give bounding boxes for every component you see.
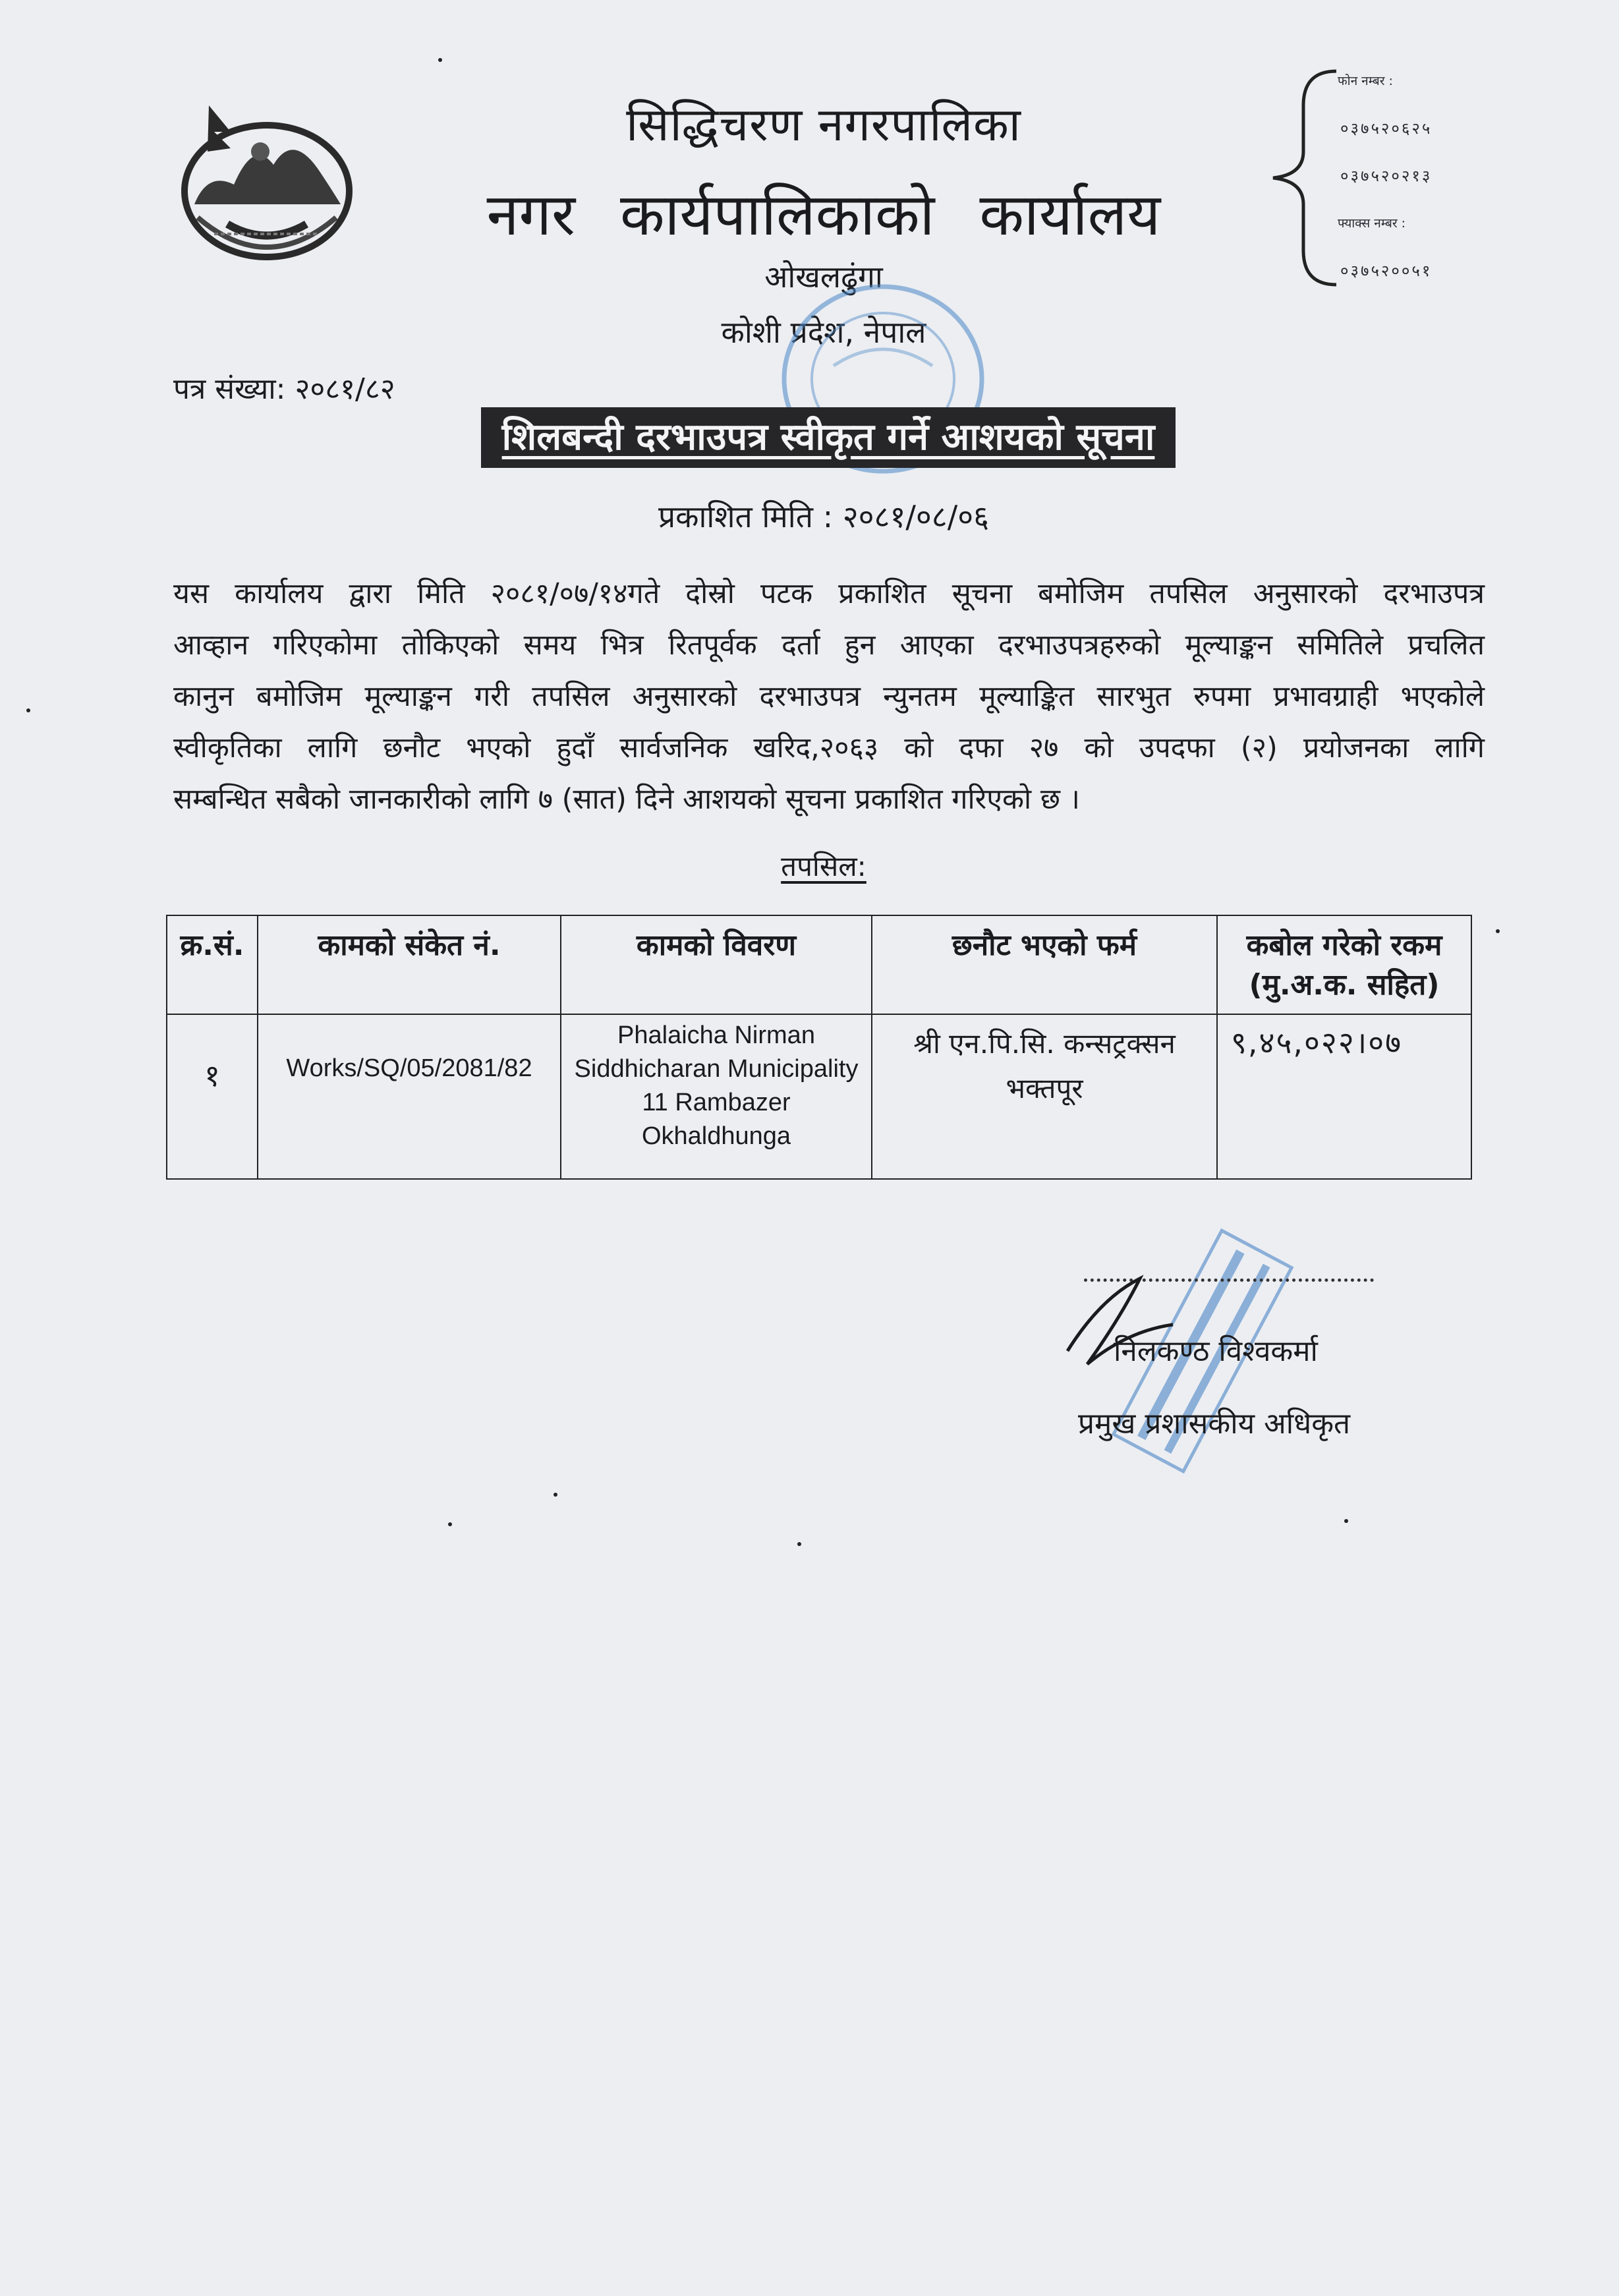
signer-name: निलकण्ठ विश्वकर्मा [1114,1335,1318,1368]
body-line: यस कार्यालय द्वारा मिति २०८१/०७/१४गते दोस्रो पटक प्रकाशित सूचना बमोजिम तपसिल अनुसारको दरभाउपत्र [173,577,1485,610]
cell-description: Phalaicha Nirman Siddhicharan Municipality 11 Rambazer Okhaldhunga [561,1014,872,1179]
phone-label: फोन नम्बर : [1338,74,1393,88]
scan-speck [438,58,442,62]
signature-scrawl-icon [1061,1259,1193,1391]
scan-speck [448,1522,452,1526]
scan-speck [1344,1519,1348,1523]
office-name: नगर कार्यपालिकाको कार्यालय [486,181,1161,248]
phone-number-2: ०३७५२०२१३ [1340,167,1433,185]
province-name: कोशी प्रदेश, नेपाल [721,314,926,350]
col-header-description: कामको विवरण [561,915,872,1014]
col-header-sn: क्र.सं. [167,915,258,1014]
cell-code: Works/SQ/05/2081/82 [258,1014,561,1179]
cell-firm: श्री एन.पि.सि. कन्सट्रक्सन भक्तपूर [872,1014,1217,1179]
body-line: स्वीकृतिका लागि छनौट भएको हुदाँ सार्वजनिक खरिद,२०६३ को दफा २७ को उपदफा (२) प्रयोजनका लागि [173,732,1485,764]
scan-speck [554,1493,557,1497]
body-line: सम्बन्धित सबैको जानकारीको लागि ७ (सात) दिने आशयको सूचना प्रकाशित गरिएको छ । [173,783,1080,816]
contact-panel [1338,71,1575,308]
cell-sn: १ [167,1014,258,1179]
col-header-amount: कबोल गरेको रकम (मु.अ.क. सहित) [1217,915,1471,1014]
bid-table [166,915,1472,1180]
cell-amount: ९,४५,०२२।०७ [1217,1014,1471,1179]
signer-designation: प्रमुख प्रशासकीय अधिकृत [1078,1407,1351,1441]
notice-body [173,568,1485,825]
contact-brace-icon [1264,66,1343,290]
fax-number: ०३७५२००५१ [1340,262,1433,280]
table-row [167,1014,1471,1179]
scan-speck [26,708,30,712]
col-header-firm: छनौट भएको फर्म [872,915,1217,1014]
table-header-row [167,915,1471,1014]
scan-speck [1496,929,1500,933]
municipality-name: सिद्धिचरण नगरपालिका [626,98,1021,152]
phone-number-1: ०३७५२०६२५ [1340,119,1433,138]
notice-title-text: शिलबन्दी दरभाउपत्र स्वीकृत गर्ने आशयको सूचना [501,416,1155,459]
notice-title [481,407,1176,468]
published-date: प्रकाशित मिति : २०८१/०८/०६ [658,499,990,534]
schedule-heading: तपसिल: [781,850,866,882]
nepal-emblem-icon [168,92,366,270]
district-name: ओखलढुंगा [764,259,883,295]
col-header-code: कामको संकेत नं. [258,915,561,1014]
body-line: कानुन बमोजिम मूल्याङ्कन गरी तपसिल अनुसारको दरभाउपत्र न्युनतम मूल्याङ्कित सारभुत रुपमा प्रभावग्राही भएकोले [173,680,1485,713]
scan-speck [797,1542,801,1546]
body-line: आव्हान गरिएकोमा तोकिएको समय भित्र रितपूर्वक दर्ता हुन आएका दरभाउपत्रहरुको मूल्याङ्कन समितिले प्रचलित [173,629,1485,662]
letter-number: पत्र संख्या: २०८१/८२ [173,372,395,406]
fax-label: फ्याक्स नम्बर : [1338,216,1406,231]
